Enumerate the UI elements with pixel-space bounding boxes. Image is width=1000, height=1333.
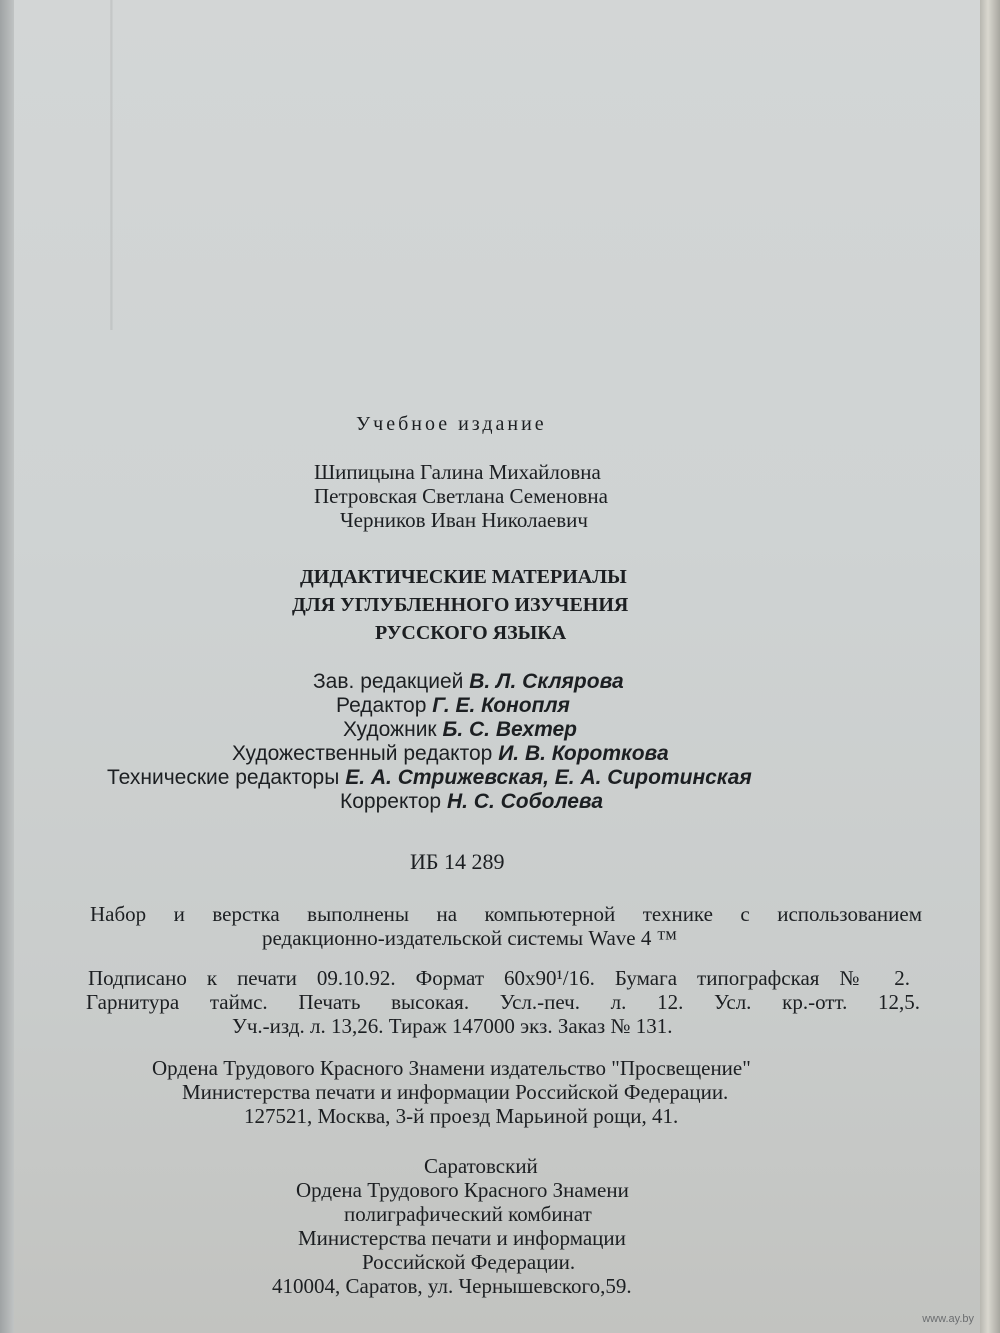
publisher-line-1: Ордена Трудового Красного Знамени издательство "Просвещение" [152, 1056, 751, 1080]
publisher-line-3: 127521, Москва, 3-й проезд Марьиной рощи, 41. [244, 1104, 679, 1128]
author-2: Петровская Светлана Семеновна [314, 484, 608, 508]
edition-type: Учебное издание [356, 413, 547, 435]
book-page [14, 0, 980, 1333]
watermark: www.ay.by [922, 1313, 974, 1325]
credit-artist [343, 718, 577, 742]
credit-role: Корректор [340, 790, 442, 813]
credit-proofreader [340, 790, 603, 814]
credit-name: Б. С. Вехтер [442, 718, 577, 741]
credit-role: Художественный редактор [232, 742, 493, 765]
credit-name: Н. С. Соболева [446, 790, 604, 813]
printer-line-6: 410004, Саратов, ул. Чернышевского,59. [272, 1274, 632, 1298]
page-edge-right [980, 0, 1000, 1333]
credit-art-editor [232, 742, 669, 766]
printer-line-1: Саратовский [424, 1154, 538, 1178]
credit-editor [336, 694, 570, 718]
typesetting-line-2: редакционно-издательской системы Wave 4 ™ [262, 926, 678, 950]
credit-role: Художник [343, 718, 437, 741]
title-line-2: ДЛЯ УГЛУБЛЕННОГО ИЗУЧЕНИЯ [292, 594, 629, 616]
credit-name: Е. А. Стрижевская, Е. А. Сиротинская [345, 766, 752, 789]
print-info-line-1: Подписано к печати 09.10.92. Формат 60х90¹/16. Бумага типографская № 2. [88, 966, 910, 990]
page-crease [110, 0, 113, 330]
printer-line-4: Министерства печати и информации [298, 1226, 626, 1250]
author-3: Черников Иван Николаевич [340, 508, 588, 532]
credit-role: Технические редакторы [107, 766, 340, 789]
page-edge-left [0, 0, 14, 1333]
printer-line-5: Российской Федерации. [362, 1250, 576, 1274]
credit-name: Г. Е. Конопля [432, 694, 570, 717]
credit-role: Редактор [336, 694, 427, 717]
title-line-3: РУССКОГО ЯЗЫКА [375, 622, 567, 644]
credit-head-of-editorial [313, 670, 624, 694]
credit-role: Зав. редакцией [313, 670, 464, 693]
credit-name: В. Л. Склярова [469, 670, 624, 693]
credit-name: И. В. Короткова [498, 742, 669, 765]
printer-line-3: полиграфический комбинат [344, 1202, 592, 1226]
credit-tech-editors [107, 766, 752, 790]
print-info-line-2: Гарнитура таймс. Печать высокая. Усл.-печ. л. 12. Усл. кр.-отт. 12,5. [86, 990, 920, 1014]
ib-number: ИБ 14 289 [410, 849, 505, 874]
printer-line-2: Ордена Трудового Красного Знамени [296, 1178, 629, 1202]
publisher-line-2: Министерства печати и информации Российской Федерации. [182, 1080, 729, 1104]
typesetting-line-1: Набор и верстка выполнены на компьютерной технике с использованием [90, 902, 922, 926]
author-1: Шипицына Галина Михайловна [314, 460, 601, 484]
print-info-line-3: Уч.-изд. л. 13,26. Тираж 147000 экз. Заказ № 131. [232, 1014, 673, 1038]
title-line-1: ДИДАКТИЧЕСКИЕ МАТЕРИАЛЫ [300, 566, 627, 588]
